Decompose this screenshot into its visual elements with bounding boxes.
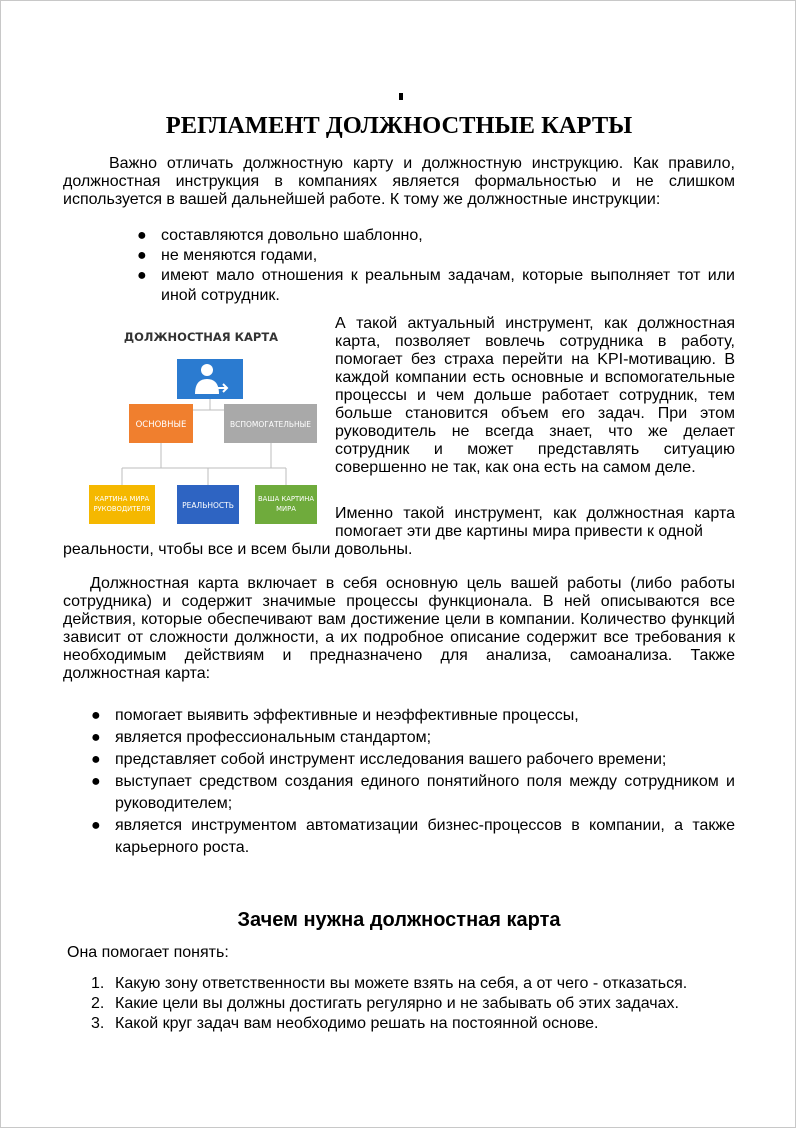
job-card-diagram [81,322,321,528]
diagram-title: ДОЛЖНОСТНАЯ КАРТА [123,330,279,344]
leaf-manager-view-label-1: КАРТИНА МИРА [94,495,150,503]
leaf-your-view-label-1: ВАША КАРТИНА [258,495,314,503]
list-item: ● имеют мало отношения к реальным задачам, которые выполняет тот или иной сотрудник. [137,267,735,304]
list-item: 3. Какой круг задач вам необходимо решать на постоянной основе. [91,1015,599,1032]
list-number: 2. [91,995,105,1012]
list-item: ● является инструментом автоматизации бизнес-процессов в компании, а также карьерного роста. [91,817,735,856]
kpi-paragraph: А такой актуальный инструмент, как должностная карта, позволяет вовлечь сотрудника в работу, помогает без страха перейти на KPI-мотивацию. В каждой компании есть основные и вспомогательные процессы и чем дольше работает сотрудник, тем больше становится объем его задач. При этом руководитель не всегда знает, что же делает сотрудник и может представлять ситуацию совершенно не так, как она есть на самом деле. [335,315,735,476]
bullet-icon: ● [137,247,147,264]
page-title: РЕГЛАМЕНТ ДОЛЖНОСТНЫЕ КАРТЫ [165,112,633,139]
list-number: 3. [91,1015,105,1032]
list-item: ● является профессиональным стандартом; [63,727,735,749]
aux-processes-label: ВСПОМОГАТЕЛЬНЫЕ [229,420,312,429]
list-number: 1. [91,975,105,992]
leaf-reality-label: РЕАЛЬНОСТЬ [182,501,234,510]
list-item: ● помогает выявить эффективные и неэффективные процессы, [63,705,735,727]
list-item: 1. Какую зону ответственности вы можете взять на себя, а от чего - отказаться. [91,975,688,992]
bullet-icon: ● [91,751,101,768]
page-mark [399,93,403,100]
bullet-icon: ● [91,729,101,746]
leaf-your-view-label-2: МИРА [276,505,296,513]
list-item: ● составляются довольно шаблонно, [137,227,423,244]
bullet-icon: ● [137,267,147,284]
list-item: ● не меняются годами, [137,247,318,264]
job-card-description-paragraph: Должностная карта включает в себя основную цель вашей работы (либо работы сотрудника) и содержит значимые процессы функционала. В ней описываются все действия, которые обеспечивают вам достижение цели в компании. Количество функций зависит от сложности должности, а их подробное описание содержит все требования к необходимым действиям и предназначено для анализа, самоанализа. Также должностная карта: [63,575,735,682]
bullet-icon: ● [91,817,101,834]
card-points-list [63,705,735,859]
two-pictures-paragraph: Именно такой инструмент, как должностная карта помогает эти две картины мира привести к одной реальности, чтобы все и всем были довольны. [63,505,735,558]
bullet-icon: ● [137,227,147,244]
list-item: ● выступает средством создания единого понятийного поля между сотрудником и руководителем; [91,773,735,812]
intro-paragraph: Важно отличать должностную карту и должностную инструкцию. Как правило, должностная инструкция в компаниях является формальностью и не слишком используется в вашей дальнейшей работе. К тому же должностные инструкции: [63,155,735,208]
instruction-points-list [63,226,735,306]
list-item: 2. Какие цели вы должны достигать регулярно и не забывать об этих задачах. [91,995,679,1012]
numbered-list [63,974,735,1034]
list-item: ● представляет собой инструмент исследования вашего рабочего времени; [63,749,735,771]
main-processes-label: ОСНОВНЫЕ [135,420,187,430]
section-heading: Зачем нужна должностная карта [237,909,561,931]
section-lead: Она помогает понять: [67,944,229,961]
bullet-icon: ● [91,707,101,724]
bullet-icon: ● [91,773,101,790]
leaf-manager-view-label-2: РУКОВОДИТЕЛЯ [93,505,151,513]
